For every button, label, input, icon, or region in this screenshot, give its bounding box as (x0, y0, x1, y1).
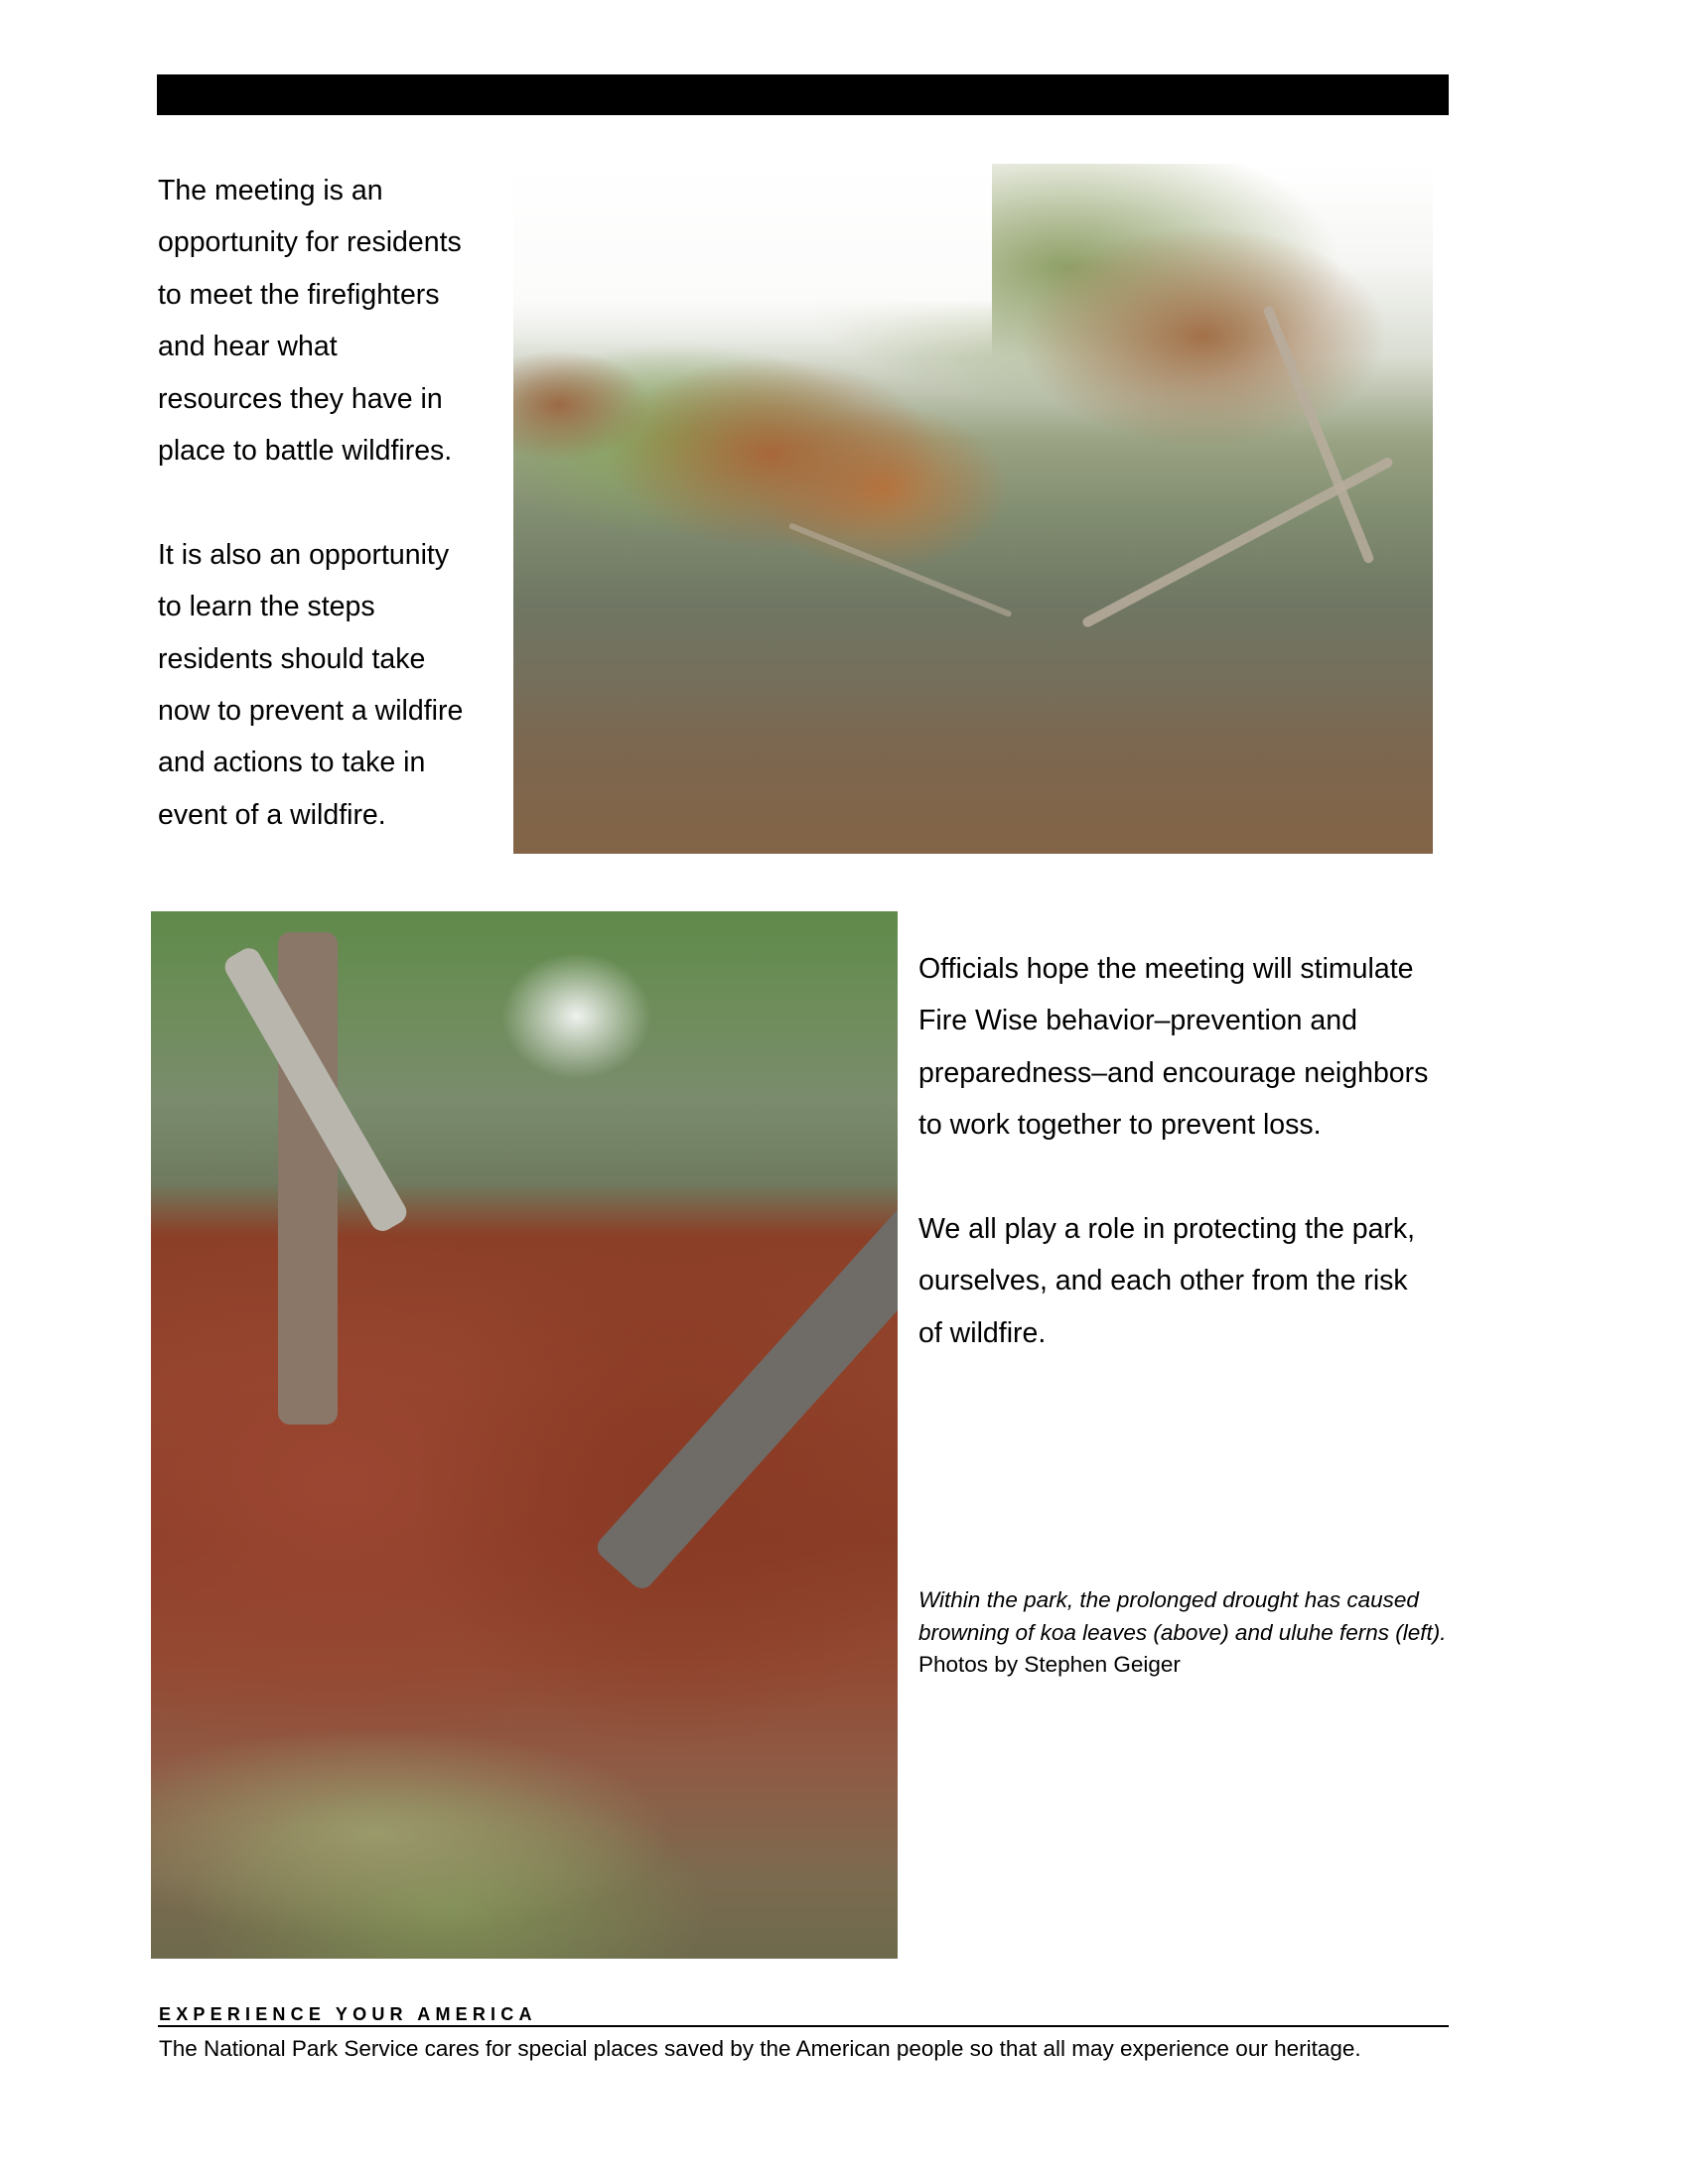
header-bar (157, 74, 1449, 115)
footer-heading: EXPERIENCE YOUR AMERICA (159, 2004, 537, 2024)
text-line: Officials hope the meeting will stimulate (918, 953, 1414, 985)
photo-branch (1081, 456, 1394, 628)
text-line: now to prevent a wildfire (158, 695, 464, 728)
left-text-column (158, 165, 495, 893)
caption-line: Within the park, the prolonged drought has caused (918, 1587, 1419, 1612)
paragraph-meeting-opportunity (158, 165, 495, 477)
photo-branch (788, 523, 1012, 618)
text-line: ourselves, and each other from the risk (918, 1265, 1408, 1297)
photo-caption (918, 1584, 1534, 1682)
text-line: place to battle wildfires. (158, 435, 453, 468)
paragraph-learn-steps (158, 529, 495, 841)
text-line: The meeting is an (158, 175, 383, 206)
koa-trees-photo (513, 164, 1433, 854)
photo-credit: Photos by Stephen Geiger (918, 1652, 1181, 1677)
paragraph-we-all-play-a-role (918, 1203, 1475, 1359)
text-line: and actions to take in (158, 747, 426, 779)
text-line: to meet the firefighters (158, 278, 440, 311)
text-line: to work together to prevent loss. (918, 1109, 1322, 1142)
text-line: of wildfire. (918, 1316, 1047, 1349)
right-text-column (918, 943, 1475, 1412)
text-line: It is also an opportunity (158, 538, 450, 571)
text-line: resources they have in (158, 382, 443, 415)
footer-tagline: The National Park Service cares for special places saved by the American people so that all may experience our heritage. (159, 2036, 1361, 2061)
text-line: opportunity for residents (158, 226, 462, 259)
photo-sky (513, 164, 992, 357)
text-line: residents should take (158, 642, 426, 675)
text-line: and hear what (158, 331, 338, 363)
text-line: to learn the steps (158, 591, 375, 623)
text-line: event of a wildfire. (158, 798, 386, 831)
paragraph-fire-wise (918, 943, 1475, 1152)
photo-trunk (593, 1121, 898, 1593)
uluhe-ferns-photo (151, 911, 898, 1959)
text-line: We all play a role in protecting the park, (918, 1213, 1416, 1246)
text-line: preparedness–and encourage neighbors (918, 1056, 1429, 1089)
footer-divider (158, 2025, 1449, 2027)
text-line: Fire Wise behavior–prevention and (918, 1005, 1357, 1037)
caption-line: browning of koa leaves (above) and uluhe ferns (left). (918, 1619, 1447, 1645)
